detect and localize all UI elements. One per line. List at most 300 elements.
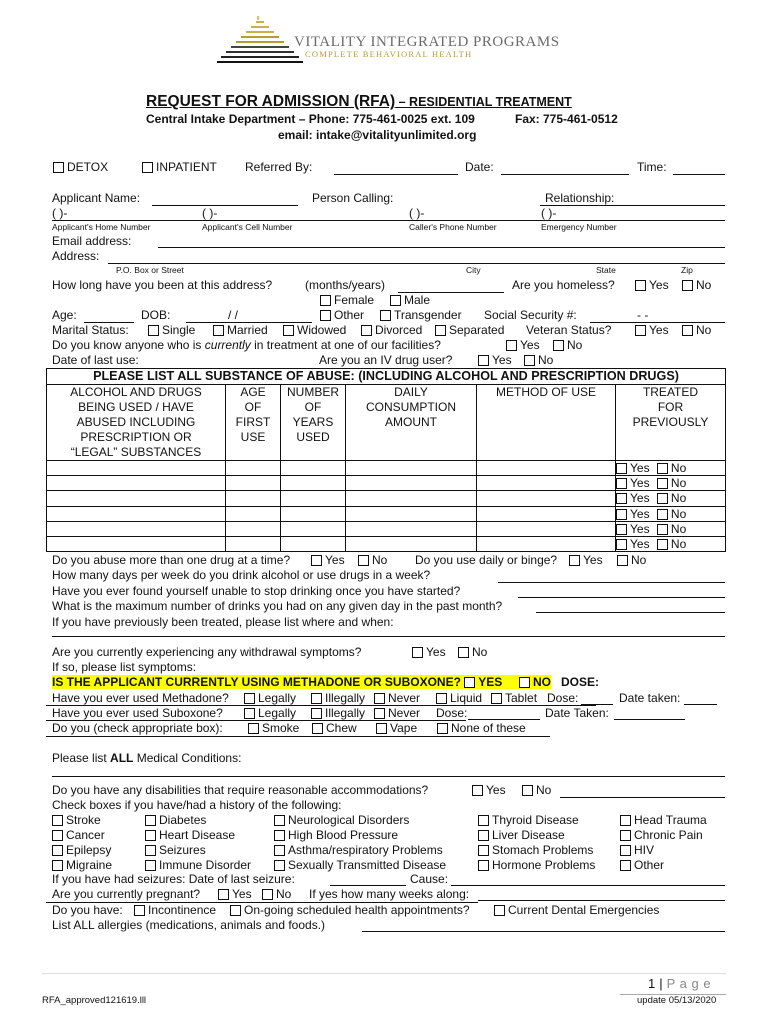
- years-cell[interactable]: [281, 491, 346, 506]
- table-row: [47, 476, 726, 491]
- treated-yes-checkbox[interactable]: [616, 478, 627, 489]
- stroke-checkbox[interactable]: [52, 815, 63, 826]
- married-checkbox[interactable]: [213, 325, 224, 336]
- suboxone-illegally: [311, 707, 365, 720]
- age-cell[interactable]: [226, 491, 281, 506]
- age-cell[interactable]: [226, 536, 281, 551]
- treated-no-label: No: [670, 536, 687, 551]
- inpatient-checkbox[interactable]: [142, 162, 153, 173]
- history-item: [145, 858, 251, 873]
- form-title-main: REQUEST FOR ADMISSION (RFA): [146, 93, 396, 110]
- treated-yes-checkbox[interactable]: [616, 493, 627, 504]
- history-label: Check boxes if you have/had a history of the following:: [52, 798, 342, 812]
- more-than-one-label: Do you abuse more than one drug at a time?: [52, 553, 291, 567]
- table-row: [47, 536, 726, 551]
- other-condition-checkbox[interactable]: [620, 860, 631, 871]
- homeless-yes-checkbox[interactable]: [635, 280, 646, 291]
- know-anyone-yes: [506, 339, 540, 352]
- you-do-label: Do you (check appropriate box):: [52, 721, 223, 735]
- city-caption: City: [466, 265, 481, 275]
- treated-no-checkbox[interactable]: [657, 539, 668, 550]
- dental-checkbox[interactable]: [494, 905, 505, 916]
- male-label: Male: [404, 293, 431, 307]
- suboxone-legally-checkbox[interactable]: [244, 708, 255, 719]
- appointments-checkbox[interactable]: [230, 905, 241, 916]
- male-checkbox[interactable]: [390, 295, 401, 306]
- hiv-checkbox[interactable]: [620, 845, 631, 856]
- page-number: [648, 977, 711, 991]
- dental-option: [494, 904, 659, 917]
- daily-binge-yes-label: Yes: [583, 553, 603, 567]
- age-cell[interactable]: [226, 476, 281, 491]
- liver-checkbox[interactable]: [478, 830, 489, 841]
- stomach-checkbox[interactable]: [478, 845, 489, 856]
- daily-binge-no-checkbox[interactable]: [617, 555, 628, 566]
- suboxone-legally-label: Legally: [258, 706, 297, 720]
- col3-line: USED: [296, 430, 330, 444]
- age-cell[interactable]: [226, 521, 281, 536]
- form-title: [146, 93, 572, 110]
- col1-line: “LEGAL” SUBSTANCES: [70, 445, 202, 459]
- inpatient-label: INPATIENT: [156, 160, 217, 174]
- table-row: [47, 521, 726, 536]
- history-item: [52, 828, 112, 843]
- col5-line: METHOD OF USE: [495, 385, 596, 399]
- incontinence-checkbox[interactable]: [134, 905, 145, 916]
- married-label: Married: [227, 323, 268, 337]
- other-gender-label: Other: [334, 308, 365, 322]
- treated-yes-checkbox[interactable]: [616, 463, 627, 474]
- homeless-no: [682, 279, 711, 292]
- method-cell[interactable]: [477, 536, 616, 551]
- methadone-legally-label: Legally: [258, 691, 297, 705]
- disabilities-yes: [472, 784, 506, 797]
- neurological-label: Neurological Disorders: [288, 813, 410, 827]
- emergency-phone-stub: ( )-: [541, 206, 557, 220]
- weeks-field[interactable]: [478, 900, 725, 901]
- treated-no-checkbox[interactable]: [657, 493, 668, 504]
- iv-yes: [478, 354, 512, 367]
- suboxone-date-taken-field[interactable]: [614, 719, 685, 720]
- iv-yes-checkbox[interactable]: [478, 355, 489, 366]
- homeless-yes-label: Yes: [649, 278, 669, 292]
- asthma-label: Asthma/respiratory Problems: [288, 843, 443, 857]
- update-date: update 05/13/2020: [637, 995, 717, 1006]
- smoke-label: Smoke: [262, 721, 300, 735]
- methadone-date-taken-label: Date taken:: [619, 691, 681, 705]
- veteran-label: Veteran Status?: [526, 323, 612, 337]
- detox-checkbox[interactable]: [53, 162, 64, 173]
- symptoms-label: If so, please list symptoms:: [52, 660, 197, 674]
- hiv-label: HIV: [634, 843, 655, 857]
- chew-checkbox[interactable]: [312, 723, 323, 734]
- pregnant-no-label: No: [276, 887, 292, 901]
- stroke-label: Stroke: [66, 813, 101, 827]
- history-col4: [478, 813, 595, 873]
- methadone-never-checkbox[interactable]: [374, 693, 385, 704]
- previously-treated-field[interactable]: [52, 636, 725, 637]
- treated-yes-label: Yes: [630, 521, 650, 536]
- home-phone-stub: ( )-: [52, 206, 68, 220]
- treated-cell: [616, 461, 726, 476]
- incontinence-label: Incontinence: [148, 903, 217, 917]
- referred-by-label: Referred By:: [245, 160, 313, 174]
- methadone-dose-label: DOSE:: [560, 675, 599, 689]
- iv-yes-label: Yes: [492, 353, 512, 367]
- iv-no: [524, 354, 553, 367]
- disabilities-yes-label: Yes: [486, 783, 506, 797]
- veteran-no: [682, 324, 711, 337]
- time-label: Time:: [637, 160, 667, 174]
- zip-caption: Zip: [681, 265, 693, 275]
- daily-binge-yes-checkbox[interactable]: [569, 555, 580, 566]
- single-label: Single: [162, 323, 196, 337]
- page-separator: |: [659, 976, 663, 991]
- substance-cell[interactable]: [47, 476, 226, 491]
- daily-cell[interactable]: [346, 506, 477, 521]
- allergies-field[interactable]: [362, 931, 725, 932]
- daily-cell[interactable]: [346, 476, 477, 491]
- know-anyone-yes-label: Yes: [520, 338, 540, 352]
- treated-yes-label: Yes: [630, 536, 650, 551]
- separated-option: [435, 324, 504, 337]
- other-gender-checkbox[interactable]: [320, 310, 331, 321]
- email-address-field[interactable]: [158, 247, 725, 248]
- history-item: [478, 843, 595, 858]
- none-checkbox[interactable]: [437, 723, 448, 734]
- pregnant-yes-label: Yes: [232, 887, 252, 901]
- method-cell[interactable]: [477, 521, 616, 536]
- method-cell[interactable]: [477, 506, 616, 521]
- treated-no-checkbox[interactable]: [657, 463, 668, 474]
- homeless-label: Are you homeless?: [512, 278, 615, 292]
- col2-line: FIRST: [235, 415, 271, 429]
- methadone-question-text: IS THE APPLICANT CURRENTLY USING METHADONE OR SUBOXONE?: [52, 675, 461, 689]
- method-cell[interactable]: [477, 461, 616, 476]
- divorced-option: [361, 324, 422, 337]
- pregnant-yes: [218, 888, 252, 901]
- medical-conditions-label: [52, 752, 241, 765]
- stomach-label: Stomach Problems: [492, 843, 594, 857]
- thyroid-checkbox[interactable]: [478, 815, 489, 826]
- methadone-dose-label2: Dose:: [547, 691, 579, 705]
- treated-no-label: No: [670, 476, 687, 491]
- know-anyone-em: currently: [204, 338, 251, 352]
- substance-cell[interactable]: [47, 521, 226, 536]
- homeless-no-checkbox[interactable]: [682, 280, 693, 291]
- methadone-yes-label: YES: [478, 675, 503, 689]
- separated-label: Separated: [449, 323, 505, 337]
- age-cell[interactable]: [226, 461, 281, 476]
- treated-no-checkbox[interactable]: [657, 524, 668, 535]
- seizure-date-field[interactable]: [330, 885, 406, 886]
- daily-cell[interactable]: [346, 491, 477, 506]
- head-trauma-checkbox[interactable]: [620, 815, 631, 826]
- age-label: Age:: [52, 308, 77, 322]
- previously-treated-label: If you have previously been treated, please list where and when:: [52, 615, 394, 629]
- logo-pyramid-icon: [214, 16, 304, 68]
- diabetes-checkbox[interactable]: [145, 815, 156, 826]
- cancer-checkbox[interactable]: [52, 830, 63, 841]
- max-drinks-field[interactable]: [536, 612, 725, 613]
- treated-no-checkbox[interactable]: [657, 509, 668, 520]
- immune-disorder-checkbox[interactable]: [145, 860, 156, 871]
- days-per-week-field[interactable]: [498, 582, 725, 583]
- col1-line: ALCOHOL AND DRUGS: [70, 385, 202, 399]
- suboxone-never-checkbox[interactable]: [374, 708, 385, 719]
- methadone-legally-checkbox[interactable]: [244, 693, 255, 704]
- know-anyone-no-checkbox[interactable]: [553, 340, 564, 351]
- page-word: P a g e: [666, 976, 712, 991]
- daily-cell[interactable]: [346, 461, 477, 476]
- std-checkbox[interactable]: [274, 860, 285, 871]
- address-field[interactable]: [108, 263, 725, 264]
- suboxone-dose-label: Dose:: [436, 706, 468, 720]
- phone-numbers-line[interactable]: [52, 220, 725, 221]
- epilepsy-checkbox[interactable]: [52, 845, 63, 856]
- treated-yes-checkbox[interactable]: [616, 539, 627, 550]
- blood-pressure-checkbox[interactable]: [274, 830, 285, 841]
- immune-disorder-label: Immune Disorder: [159, 858, 252, 872]
- veteran-no-checkbox[interactable]: [682, 325, 693, 336]
- state-caption: State: [596, 265, 616, 275]
- col1-line: PRESCRIPTION OR: [80, 430, 192, 444]
- hormone-checkbox[interactable]: [478, 860, 489, 871]
- methadone-liquid: [436, 692, 482, 705]
- years-cell[interactable]: [281, 461, 346, 476]
- withdrawal-label: Are you currently experiencing any withdrawal symptoms?: [52, 645, 362, 659]
- col-daily-header: [346, 385, 477, 461]
- history-item: [478, 828, 595, 843]
- do-you-have-label: Do you have:: [52, 903, 123, 917]
- methadone-no-label: NO: [532, 675, 551, 689]
- treated-no-label: No: [670, 521, 687, 536]
- history-item: [145, 828, 251, 843]
- substance-cell[interactable]: [47, 536, 226, 551]
- intake-phone: Central Intake Department – Phone: 775-461-0025 ext. 109: [146, 112, 475, 126]
- methadone-no-checkbox[interactable]: [519, 677, 530, 688]
- vape-checkbox[interactable]: [376, 723, 387, 734]
- history-col2: [145, 813, 251, 873]
- withdrawal-yes: [412, 646, 446, 659]
- medical-list-pre: Please list: [52, 751, 111, 765]
- history-item: [145, 813, 251, 828]
- treated-no-label: No: [670, 461, 687, 475]
- years-cell[interactable]: [281, 476, 346, 491]
- unable-stop-field[interactable]: [518, 597, 725, 598]
- person-calling-label: Person Calling:: [312, 191, 394, 205]
- cause-field[interactable]: [451, 885, 725, 886]
- referred-by-field[interactable]: [334, 174, 458, 175]
- caller-number-caption: Caller's Phone Number: [409, 222, 497, 232]
- substance-cell[interactable]: [47, 461, 226, 476]
- time-field[interactable]: [673, 174, 725, 175]
- daily-cell[interactable]: [346, 521, 477, 536]
- epilepsy-label: Epilepsy: [66, 843, 112, 857]
- home-number-caption: Applicant's Home Number: [52, 222, 151, 232]
- migraine-checkbox[interactable]: [52, 860, 63, 871]
- daily-cell[interactable]: [346, 536, 477, 551]
- method-cell[interactable]: [477, 476, 616, 491]
- history-col5: [620, 813, 707, 873]
- std-label: Sexually Transmitted Disease: [288, 858, 447, 872]
- methadone-legally: [244, 692, 296, 705]
- unable-stop-label: Have you ever found yourself unable to stop drinking once you have started?: [52, 584, 461, 598]
- suboxone-never: [374, 707, 420, 720]
- treated-no-label: No: [670, 506, 687, 521]
- asthma-checkbox[interactable]: [274, 845, 285, 856]
- methadone-illegally-label: Illegally: [325, 691, 366, 705]
- female-checkbox[interactable]: [320, 295, 331, 306]
- separated-checkbox[interactable]: [435, 325, 446, 336]
- more-than-one-no: [358, 554, 387, 567]
- iv-no-checkbox[interactable]: [524, 355, 535, 366]
- blood-pressure-label: High Blood Pressure: [288, 828, 399, 842]
- methadone-liquid-label: Liquid: [450, 691, 483, 705]
- iv-user-label: Are you an IV drug user?: [319, 353, 453, 367]
- cause-label: Cause:: [410, 872, 449, 886]
- col6-line: TREATED: [642, 385, 699, 399]
- age-cell[interactable]: [226, 506, 281, 521]
- neurological-checkbox[interactable]: [274, 815, 285, 826]
- how-long-label: How long have you been at this address?: [52, 278, 273, 292]
- history-item: [52, 858, 112, 873]
- methadone-yes-checkbox[interactable]: [464, 677, 475, 688]
- heart-disease-checkbox[interactable]: [145, 830, 156, 841]
- pregnant-yes-checkbox[interactable]: [218, 889, 229, 900]
- form-id: RFA_approved121619.lll: [42, 995, 147, 1006]
- methadone-illegally-checkbox[interactable]: [311, 693, 322, 704]
- history-item: [620, 843, 707, 858]
- detox-label: DETOX: [67, 160, 109, 174]
- withdrawal-no: [458, 646, 487, 659]
- methadone-date-taken-field[interactable]: [684, 704, 717, 705]
- col1-line: ABUSED INCLUDING: [76, 415, 196, 429]
- ever-methadone-label: Have you ever used Methadone?: [52, 691, 229, 705]
- history-item: [478, 858, 595, 873]
- treated-yes-label: Yes: [630, 491, 650, 506]
- pregnant-no-checkbox[interactable]: [262, 889, 273, 900]
- treated-yes-label: Yes: [630, 506, 650, 521]
- years-cell[interactable]: [281, 536, 346, 551]
- appointments-label: On-going scheduled health appointments?: [244, 903, 470, 917]
- disabilities-no-label: No: [536, 783, 552, 797]
- single-option: [148, 324, 195, 337]
- hormone-label: Hormone Problems: [492, 858, 596, 872]
- relationship-field[interactable]: [540, 205, 725, 206]
- veteran-yes-checkbox[interactable]: [635, 325, 646, 336]
- substance-table-header: [47, 385, 726, 461]
- history-item: [145, 843, 251, 858]
- treated-cell: [616, 506, 726, 521]
- table-row: [47, 491, 726, 506]
- history-col3: [274, 813, 446, 873]
- veteran-yes: [635, 324, 669, 337]
- suboxone-dose-field[interactable]: [468, 719, 540, 720]
- withdrawal-yes-checkbox[interactable]: [412, 647, 423, 658]
- years-cell[interactable]: [281, 521, 346, 536]
- homeless-no-label: No: [696, 278, 712, 292]
- max-drinks-label: What is the maximum number of drinks you had on any given day in the past month?: [52, 599, 503, 613]
- applicant-name-field[interactable]: [152, 205, 298, 206]
- diabetes-label: Diabetes: [159, 813, 207, 827]
- treated-cell: [616, 476, 726, 491]
- history-item: [274, 858, 446, 873]
- seizures-label-line: If you have had seizures: Date of last seizure:: [52, 872, 295, 886]
- withdrawal-no-checkbox[interactable]: [458, 647, 469, 658]
- chew-option: [312, 722, 357, 735]
- more-than-one-yes-checkbox[interactable]: [311, 555, 322, 566]
- form-title-suffix: – RESIDENTIAL TREATMENT: [395, 95, 572, 109]
- smoke-option: [248, 722, 299, 735]
- treated-cell: [616, 491, 726, 506]
- logo-subtitle: COMPLETE BEHAVIORAL HEALTH: [305, 49, 473, 59]
- daily-binge-no: [617, 554, 646, 567]
- suboxone-illegally-checkbox[interactable]: [311, 708, 322, 719]
- transgender-checkbox[interactable]: [380, 310, 391, 321]
- female-option: [320, 294, 374, 307]
- methadone-tablet-checkbox[interactable]: [491, 693, 502, 704]
- inpatient-option: [142, 161, 217, 174]
- date-field[interactable]: [501, 174, 629, 175]
- allergies-label: List ALL allergies (medications, animals and foods.): [52, 918, 326, 932]
- disabilities-yes-checkbox[interactable]: [472, 785, 483, 796]
- years-cell[interactable]: [281, 506, 346, 521]
- widowed-checkbox[interactable]: [283, 325, 294, 336]
- divorced-checkbox[interactable]: [361, 325, 372, 336]
- know-anyone-no-label: No: [567, 338, 583, 352]
- withdrawal-no-label: No: [472, 645, 488, 659]
- chronic-pain-label: Chronic Pain: [634, 828, 703, 842]
- col4-line: DAILY: [394, 385, 428, 399]
- know-anyone-no: [553, 339, 582, 352]
- single-checkbox[interactable]: [148, 325, 159, 336]
- disabilities-no-checkbox[interactable]: [522, 785, 533, 796]
- daily-binge-no-label: No: [631, 553, 647, 567]
- head-trauma-label: Head Trauma: [634, 813, 707, 827]
- treated-yes-checkbox[interactable]: [616, 509, 627, 520]
- methadone-liquid-checkbox[interactable]: [436, 693, 447, 704]
- method-cell[interactable]: [477, 491, 616, 506]
- dob-slashes: / /: [228, 308, 239, 322]
- know-anyone-yes-checkbox[interactable]: [506, 340, 517, 351]
- col2-line: AGE: [240, 385, 266, 399]
- col4-line: AMOUNT: [385, 415, 437, 429]
- disabilities-field[interactable]: [560, 797, 725, 798]
- smoke-checkbox[interactable]: [248, 723, 259, 734]
- suboxone-illegally-label: Illegally: [325, 706, 366, 720]
- treated-yes-checkbox[interactable]: [616, 524, 627, 535]
- methadone-never-label: Never: [388, 691, 421, 705]
- methadone-tablet-label: Tablet: [505, 691, 538, 705]
- medical-list-post: Medical Conditions:: [133, 751, 242, 765]
- disabilities-no: [522, 784, 551, 797]
- more-than-one-no-checkbox[interactable]: [358, 555, 369, 566]
- treated-no-checkbox[interactable]: [657, 478, 668, 489]
- substance-cell[interactable]: [47, 506, 226, 521]
- days-per-week-label: How many days per week do you drink alcohol or use drugs in a week?: [52, 568, 431, 582]
- chronic-pain-checkbox[interactable]: [620, 830, 631, 841]
- substance-cell[interactable]: [47, 491, 226, 506]
- none-option: [437, 722, 526, 735]
- medical-conditions-field[interactable]: [52, 776, 725, 777]
- more-than-one-yes: [311, 554, 345, 567]
- methadone-never: [374, 692, 420, 705]
- suboxone-never-label: Never: [388, 706, 421, 720]
- transgender-option: [380, 309, 462, 322]
- emergency-number-caption: Emergency Number: [541, 222, 617, 232]
- seizures-checkbox[interactable]: [145, 845, 156, 856]
